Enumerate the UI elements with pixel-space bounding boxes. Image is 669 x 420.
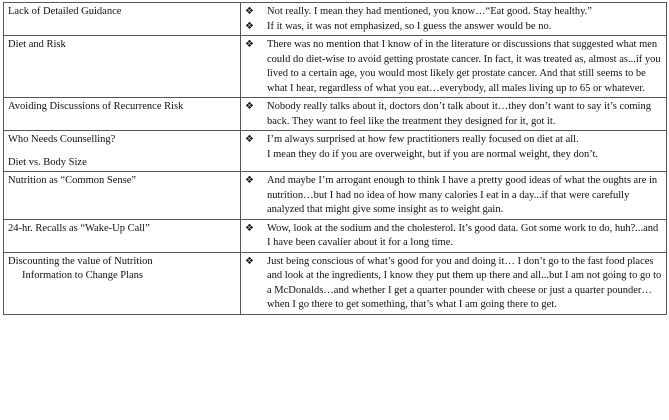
theme-label: Who Needs Counselling? <box>8 134 116 145</box>
quote-item <box>245 38 662 96</box>
quote-text: Nobody really talks about it, doctors don’t talk about it…they don’t want to say it’s coming back. They want to feel like the treatment they designed for it, got it. <box>267 101 651 127</box>
quote-cell <box>241 252 667 314</box>
quote-text: If it was, it was not emphasized, so I guess the answer would be no. <box>267 20 552 32</box>
quote-text: There was no mention that I know of in the literature or discussions that suggested what men could do diet-wise to avoid getting prostate cancer. In fact, it was treated as, almost as...if you lived to a certain age, you would most likely get prostate cancer. And that still seems to be what I hear, regardless of what you eat…everybody, all males living up to 65 or whatever. <box>267 39 661 94</box>
table-row <box>4 36 667 98</box>
quote-item <box>245 133 662 162</box>
quote-item <box>245 5 662 20</box>
quote-cell <box>241 36 667 98</box>
diamond-bullet-icon: ❖ <box>245 134 254 145</box>
table-row <box>4 172 667 220</box>
quote-item <box>245 174 662 218</box>
quote-text: Just being conscious of what’s good for you and doing it… I don’t go to the fast food places and look at the ingredients, I know they put them up there and all...but I am not going to go to a McDonalds…and whether I get a quarter pounder with cheese or just a quarter pounder…when I go there to get something, that’s what I am going there to get. <box>267 255 662 310</box>
diamond-bullet-icon: ❖ <box>245 255 254 267</box>
table-row <box>4 219 667 252</box>
theme-label-continued: Information to Change Plans <box>22 270 144 281</box>
theme-label: Nutrition as “Common Sense” <box>8 175 137 186</box>
theme-label: Discounting the value of Nutrition <box>8 255 153 267</box>
quote-cell <box>241 172 667 220</box>
quote-text: Wow, look at the sodium and the cholesterol. It’s good data. Got some work to do, huh?...and I have been cavalier about it for a long time. <box>267 222 659 248</box>
theme-label: 24-hr. Recalls as “Wake-Up Call” <box>8 222 150 234</box>
theme-label: Lack of Detailed Guidance <box>8 6 122 17</box>
diamond-bullet-icon: ❖ <box>245 175 254 186</box>
quote-item <box>245 20 662 35</box>
diamond-bullet-icon: ❖ <box>245 6 254 17</box>
quote-line: I mean they do if you are overweight, but if you are normal weight, they don’t. <box>267 148 599 160</box>
quote-text <box>267 133 662 162</box>
theme-sublabel: Diet vs. Body Size <box>8 156 87 168</box>
diamond-bullet-icon: ❖ <box>245 39 254 50</box>
quote-item <box>245 222 662 251</box>
theme-cell <box>4 252 241 314</box>
theme-cell <box>4 172 241 220</box>
quote-cell <box>241 219 667 252</box>
table-row <box>4 98 667 131</box>
quote-line: I’m always surprised at how few practitioners really focused on diet at all. <box>267 134 579 145</box>
quote-cell <box>241 98 667 131</box>
diamond-bullet-icon: ❖ <box>245 20 254 32</box>
table-row <box>4 131 667 172</box>
theme-label: Avoiding Discussions of Recurrence Risk <box>8 101 184 112</box>
diamond-bullet-icon: ❖ <box>245 222 254 234</box>
theme-label: Diet and Risk <box>8 39 66 50</box>
theme-cell <box>4 98 241 131</box>
theme-cell <box>4 219 241 252</box>
theme-cell <box>4 131 241 172</box>
table-row <box>4 252 667 314</box>
diamond-bullet-icon: ❖ <box>245 101 254 112</box>
themes-quotes-table <box>3 2 667 315</box>
quote-item <box>245 100 662 129</box>
quote-text: And maybe I’m arrogant enough to think I have a pretty good ideas of what the oughts are in nutrition…but I had no idea of how many calories I eat in a day...if that were carefully analyzed that might give some insight as to weight gain. <box>267 175 658 215</box>
quote-cell <box>241 3 667 36</box>
theme-cell <box>4 36 241 98</box>
table-row <box>4 3 667 36</box>
quote-cell <box>241 131 667 172</box>
quote-text: Not really. I mean they had mentioned, you know…“Eat good. Stay healthy.” <box>267 6 592 17</box>
theme-cell <box>4 3 241 36</box>
quote-item <box>245 255 662 313</box>
